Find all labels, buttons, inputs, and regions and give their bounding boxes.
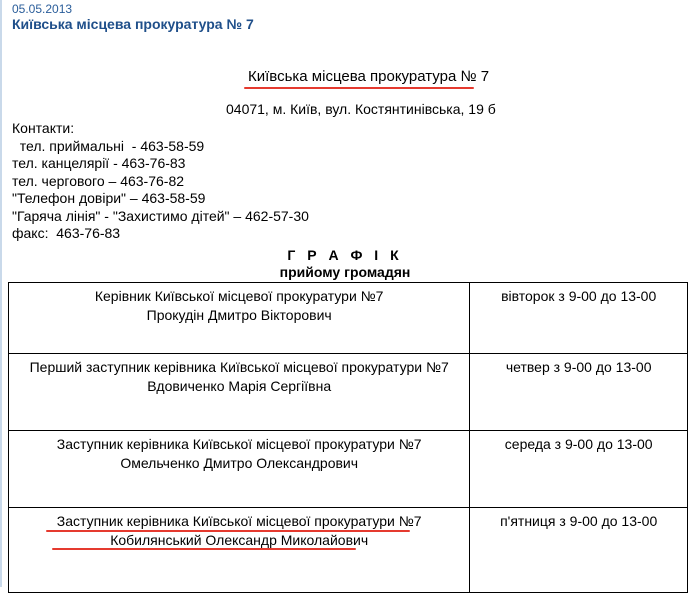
person-name: Кобилянський Олександр Миколайович	[110, 532, 369, 548]
time-cell: середа з 9-00 до 13-00	[470, 431, 688, 508]
contact-line-fax: факс: 463-76-83	[12, 225, 121, 241]
contact-line-hotline: "Гаряча лінія" - "Захистимо дітей" – 462-57-30	[12, 207, 309, 224]
person-name: Вдовиченко Марія Сергіївна	[147, 378, 332, 394]
person-position: Заступник керівника Київської місцевої прокуратури №7	[56, 513, 422, 529]
person-position: Заступник керівника Київської місцевої прокуратури №7	[56, 436, 422, 452]
time-cell: вівторок з 9-00 до 13-00	[470, 283, 688, 354]
contact-line-trust-phone: "Телефон довіри" – 463-58-59	[12, 190, 206, 206]
table-row	[9, 354, 688, 431]
person-position: Керівник Київської місцевої прокуратури №7	[94, 288, 384, 304]
contacts-block	[12, 120, 309, 243]
person-name: Омельченко Дмитро Олександрович	[120, 455, 359, 471]
table-row	[9, 508, 688, 593]
time-cell: п'ятниця з 9-00 до 13-00	[470, 508, 688, 593]
schedule-subheading: прийому громадян	[279, 264, 411, 280]
contact-line-duty: тел. чергового – 463-76-82	[12, 172, 185, 189]
reception-schedule-table	[8, 282, 688, 593]
title-red-underline	[244, 87, 474, 89]
time-cell: четвер з 9-00 до 13-00	[470, 354, 688, 431]
contacts-label: Контакти:	[12, 120, 75, 136]
schedule-heading: Г Р А Ф І К	[287, 247, 403, 263]
position-red-underline	[46, 530, 410, 532]
document-title: Київська місцева прокуратура № 7	[248, 68, 490, 85]
table-row	[9, 283, 688, 354]
person-cell	[9, 354, 470, 431]
address-line: 04071, м. Київ, вул. Костянтинівська, 19 б	[226, 101, 496, 117]
contact-line-reception: тел. приймальні - 463-58-59	[12, 137, 205, 154]
person-position: Перший заступник керівника Київської місцевої прокуратури №7	[29, 359, 449, 375]
left-border-rule	[0, 0, 2, 587]
news-title-link[interactable]: Київська місцева прокуратура № 7	[12, 16, 254, 32]
name-red-underline	[52, 548, 356, 550]
publication-date: 05.05.2013	[12, 2, 73, 16]
person-cell	[9, 283, 470, 354]
contact-line-office: тел. канцелярії - 463-76-83	[12, 155, 186, 171]
person-name: Прокудін Дмитро Вікторович	[146, 307, 332, 323]
table-row	[9, 431, 688, 508]
person-cell	[9, 431, 470, 508]
person-cell	[9, 508, 470, 593]
